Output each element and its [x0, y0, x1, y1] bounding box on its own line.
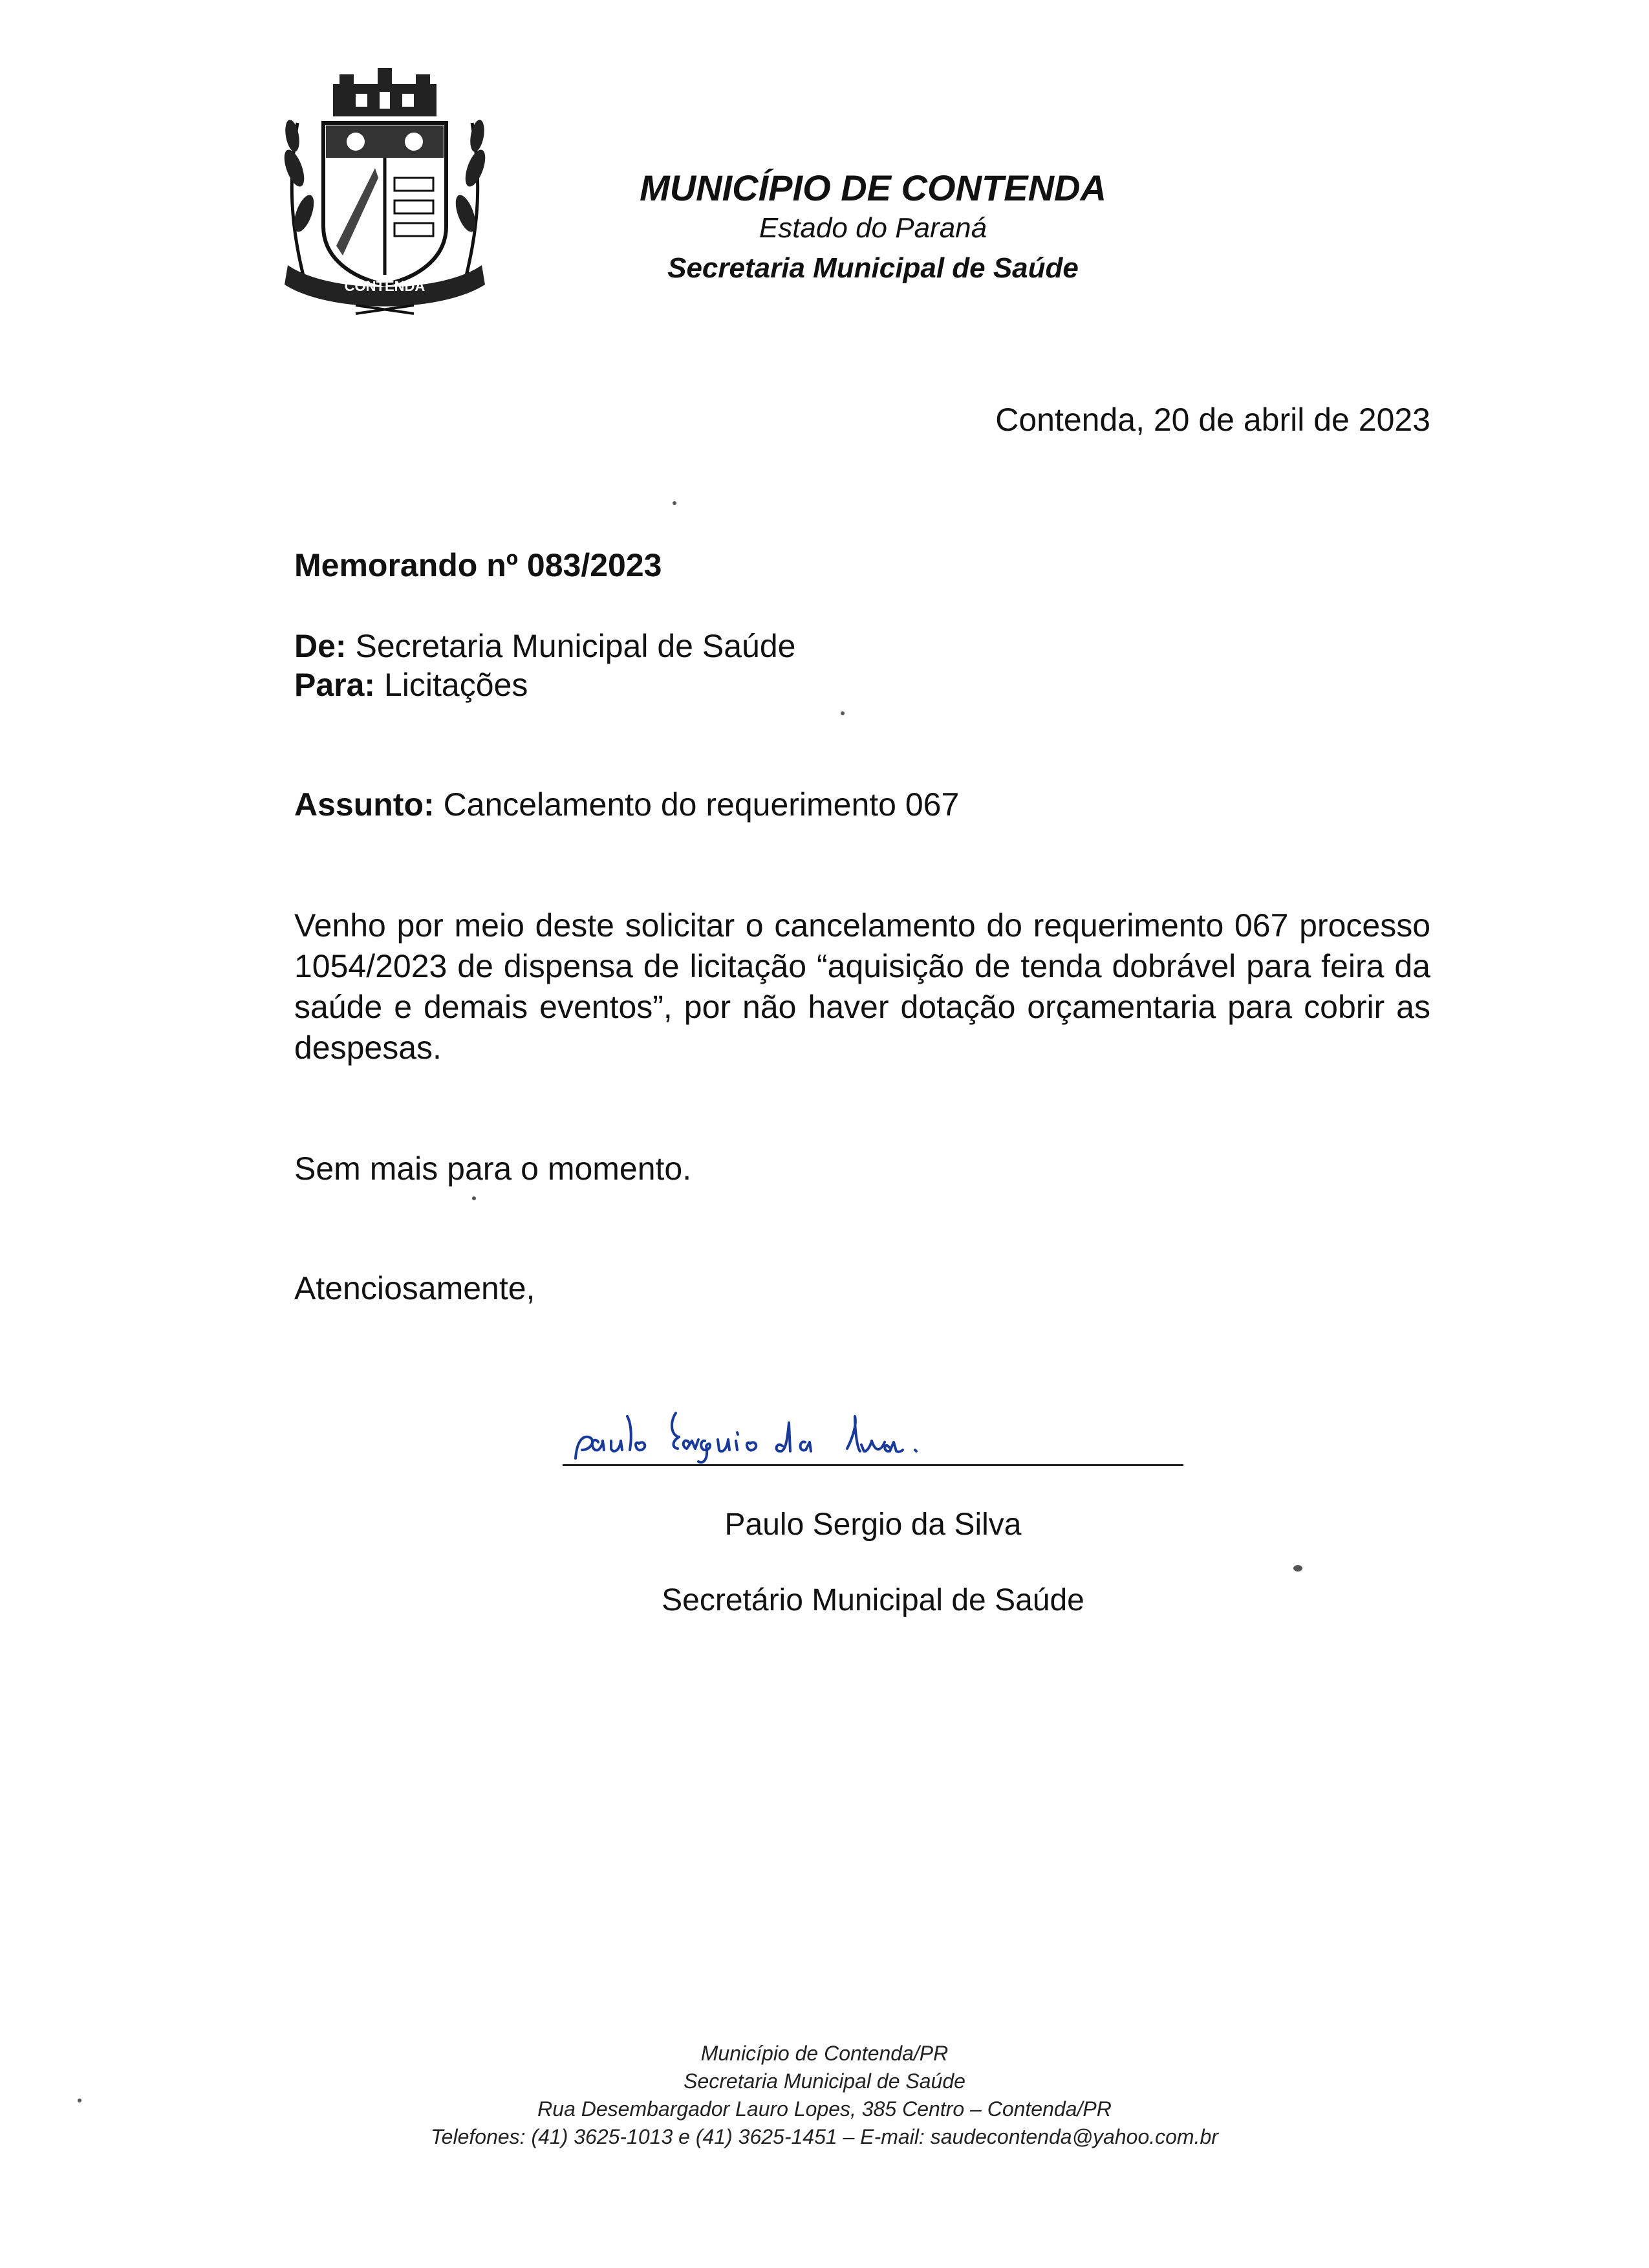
subject-label: Assunto:: [294, 786, 435, 823]
memo-subject: [294, 786, 959, 823]
signer-title: Secretário Municipal de Saúde: [662, 1583, 1084, 1617]
signer-name: Paulo Sergio da Silva: [724, 1507, 1022, 1542]
subject-value: Cancelamento do requerimento 067: [443, 786, 960, 823]
scan-speck: [841, 711, 845, 715]
scan-speck: [1293, 1565, 1302, 1571]
from-value: Secretaria Municipal de Saúde: [355, 628, 796, 664]
footer-municipality: Município de Contenda/PR: [700, 2042, 949, 2065]
handwritten-signature: [563, 1397, 938, 1468]
memo-number: Memorando nº 083/2023: [294, 547, 662, 583]
scan-speck: [673, 501, 676, 505]
to-value: Licitações: [383, 667, 528, 703]
department-subtitle: Secretaria Municipal de Saúde: [667, 252, 1079, 284]
memo-from: [294, 627, 795, 665]
municipal-crest-logo: [278, 65, 491, 317]
closing-salutation: Atenciosamente,: [294, 1270, 535, 1306]
closing-remark: Sem mais para o momento.: [294, 1150, 692, 1187]
document-date: Contenda, 20 de abril de 2023: [995, 402, 1430, 438]
municipality-title: MUNICÍPIO DE CONTENDA: [640, 167, 1106, 208]
scan-speck: [472, 1196, 476, 1200]
footer-address: Rua Desembargador Lauro Lopes, 385 Centro – Contenda/PR: [537, 2097, 1112, 2121]
footer-contact: Telefones: (41) 3625-1013 e (41) 3625-1451 – E-mail: saudecontenda@yahoo.com.br: [431, 2125, 1218, 2148]
scan-speck: [78, 2099, 81, 2102]
footer-department: Secretaria Municipal de Saúde: [684, 2069, 965, 2093]
state-subtitle: Estado do Paraná: [759, 212, 987, 244]
from-label: De:: [294, 628, 347, 664]
memo-body-paragraph: Venho por meio deste solicitar o cancelamento do requerimento 067 processo 1054/2023 de dispensa de licitação “aquisição de tenda dobrável para feira da saúde e demais eventos”, por não haver dotação orçamentaria para cobrir as despesas.: [294, 907, 1430, 1066]
to-label: Para:: [294, 667, 376, 703]
memo-to: [294, 666, 528, 704]
crest-scroll-text: CONTENDA: [344, 278, 426, 294]
signature-line: [563, 1464, 1183, 1466]
